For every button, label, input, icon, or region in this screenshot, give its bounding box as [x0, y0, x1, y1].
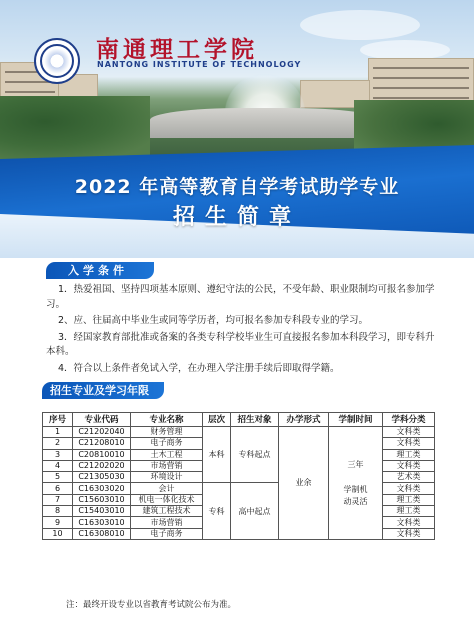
cell-level-college: 专科	[203, 483, 231, 539]
cell-no: 1	[43, 427, 73, 438]
header-no: 序号	[43, 413, 73, 427]
cell-category: 文科类	[383, 438, 435, 449]
cell-name: 市场营销	[131, 460, 203, 471]
cell-no: 3	[43, 449, 73, 460]
admission-rules	[46, 283, 442, 378]
cell-code: C21305030	[73, 472, 131, 483]
cell-level-bachelor: 本科	[203, 427, 231, 483]
cell-no: 2	[43, 438, 73, 449]
school-emblem	[34, 38, 80, 84]
cell-category: 文科类	[383, 528, 435, 539]
campus-photo	[0, 0, 474, 160]
cell-name: 机电一体化技术	[131, 494, 203, 505]
admission-section-label: 入学条件	[46, 262, 154, 279]
cell-category: 文科类	[383, 517, 435, 528]
cell-target-college: 高中起点	[231, 483, 279, 539]
cell-format: 业余	[279, 427, 329, 540]
cell-code: C21202040	[73, 427, 131, 438]
cell-code: C16303010	[73, 517, 131, 528]
header-duration: 学制时间	[329, 413, 383, 427]
cell-name: 市场营销	[131, 517, 203, 528]
cell-category: 文科类	[383, 483, 435, 494]
cell-name: 电子商务	[131, 438, 203, 449]
cell-category: 理工类	[383, 494, 435, 505]
cell-no: 9	[43, 517, 73, 528]
page-subtitle: 招生简章	[172, 205, 301, 230]
cell-code: C15403010	[73, 506, 131, 517]
duration-mode: 学制机动灵活	[343, 484, 368, 506]
rule-item: 4．符合以上条件者免试入学，在办理入学注册手续后即取得学籍。	[58, 362, 340, 374]
cell-no: 7	[43, 494, 73, 505]
cell-no: 6	[43, 483, 73, 494]
table-header-row	[43, 413, 435, 427]
cell-category: 文科类	[383, 460, 435, 471]
majors-section-label: 招生专业及学习年限	[42, 382, 164, 399]
cell-code: C20810010	[73, 449, 131, 460]
cell-name: 财务管理	[131, 427, 203, 438]
header-format: 办学形式	[279, 413, 329, 427]
cell-name: 建筑工程技术	[131, 506, 203, 517]
footnote: 注：最终开设专业以省教育考试院公布为准。	[66, 600, 237, 610]
school-name-cn: 南通理工学院	[96, 36, 258, 63]
cell-code: C21208010	[73, 438, 131, 449]
rule-item: 2、应、往届高中毕业生或同等学历者，均可报名参加专科段专业的学习。	[58, 315, 369, 326]
cell-duration	[329, 427, 383, 540]
header-target: 招生对象	[231, 413, 279, 427]
header-name: 专业名称	[131, 413, 203, 427]
cell-name: 土木工程	[131, 449, 203, 460]
cell-name: 会计	[131, 483, 203, 494]
page-title: 2022 年高等教育自学考试助学专业	[74, 176, 400, 198]
rule-item: 1．热爱祖国、坚持四项基本原则、遵纪守法的公民，不受年龄、职业限制均可报名参加学习。	[46, 284, 435, 310]
school-name-en: NANTONG INSTITUTE OF TECHNOLOGY	[97, 60, 302, 69]
header-level: 层次	[203, 413, 231, 427]
cell-target-bachelor: 专科起点	[231, 427, 279, 483]
cell-category: 理工类	[383, 449, 435, 460]
duration-years: 三年	[347, 459, 364, 469]
cell-name: 环境设计	[131, 472, 203, 483]
cell-no: 4	[43, 460, 73, 471]
cell-name: 电子商务	[131, 528, 203, 539]
cell-code: C15603010	[73, 494, 131, 505]
cell-code: C16308010	[73, 528, 131, 539]
cell-category: 理工类	[383, 506, 435, 517]
cell-no: 10	[43, 528, 73, 539]
cell-no: 8	[43, 506, 73, 517]
cell-category: 艺术类	[383, 472, 435, 483]
header-code: 专业代码	[73, 413, 131, 427]
majors-table	[42, 412, 434, 540]
cell-no: 5	[43, 472, 73, 483]
cell-category: 文科类	[383, 427, 435, 438]
rule-item: 3．经国家教育部批准或备案的各类专科学校毕业生可直接报名参加本科段学习，即专科升本科。	[46, 331, 435, 357]
cell-code: C21202020	[73, 460, 131, 471]
table-row	[43, 427, 435, 438]
header-category: 学科分类	[383, 413, 435, 427]
cell-code: C16303020	[73, 483, 131, 494]
